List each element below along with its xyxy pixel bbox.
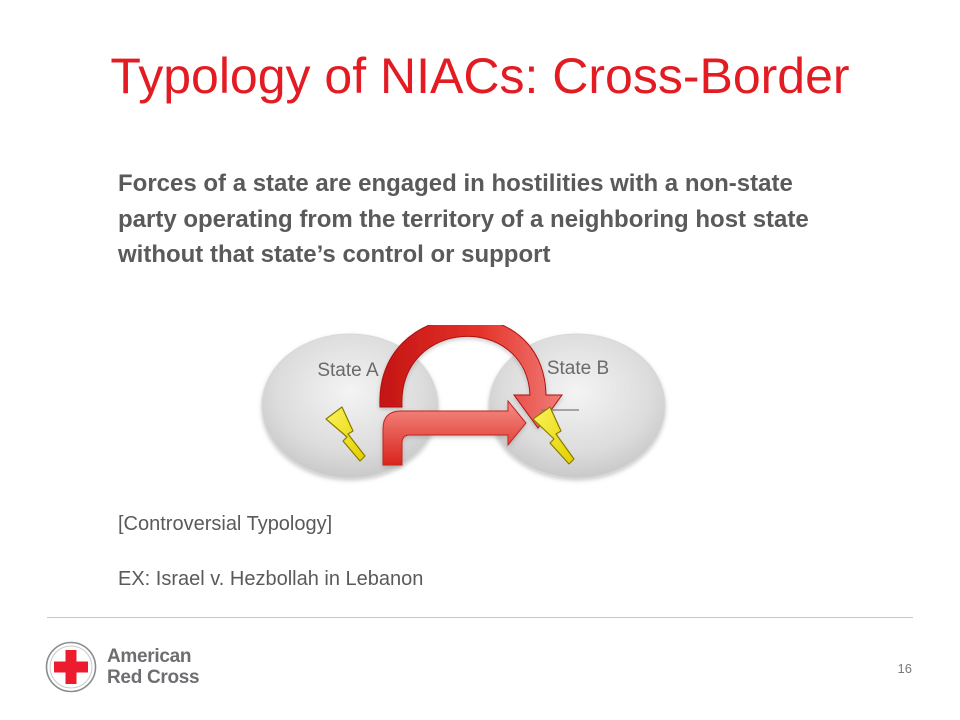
page-number: 16 [897,661,912,676]
logo-line-1: American [107,646,192,667]
body-text: Forces of a state are engaged in hostilities with a non-state party operating from the territory of a neighboring host state without that state’s control or support [118,170,809,268]
state-b-label: State B [546,358,610,379]
red-cross-icon [45,641,97,693]
cross-border-diagram [250,325,680,500]
note-controversial: [Controversial Typology] [118,513,333,535]
footer-divider [47,617,913,618]
american-red-cross-logo [45,641,215,693]
state-a-label: State A [317,360,379,381]
logo-wordmark [107,646,199,688]
note-example: EX: Israel v. Hezbollah in Lebanon [118,568,424,590]
logo-line-2: Red Cross [107,667,200,688]
slide-title: Typology of NIACs: Cross-Border [110,48,850,104]
